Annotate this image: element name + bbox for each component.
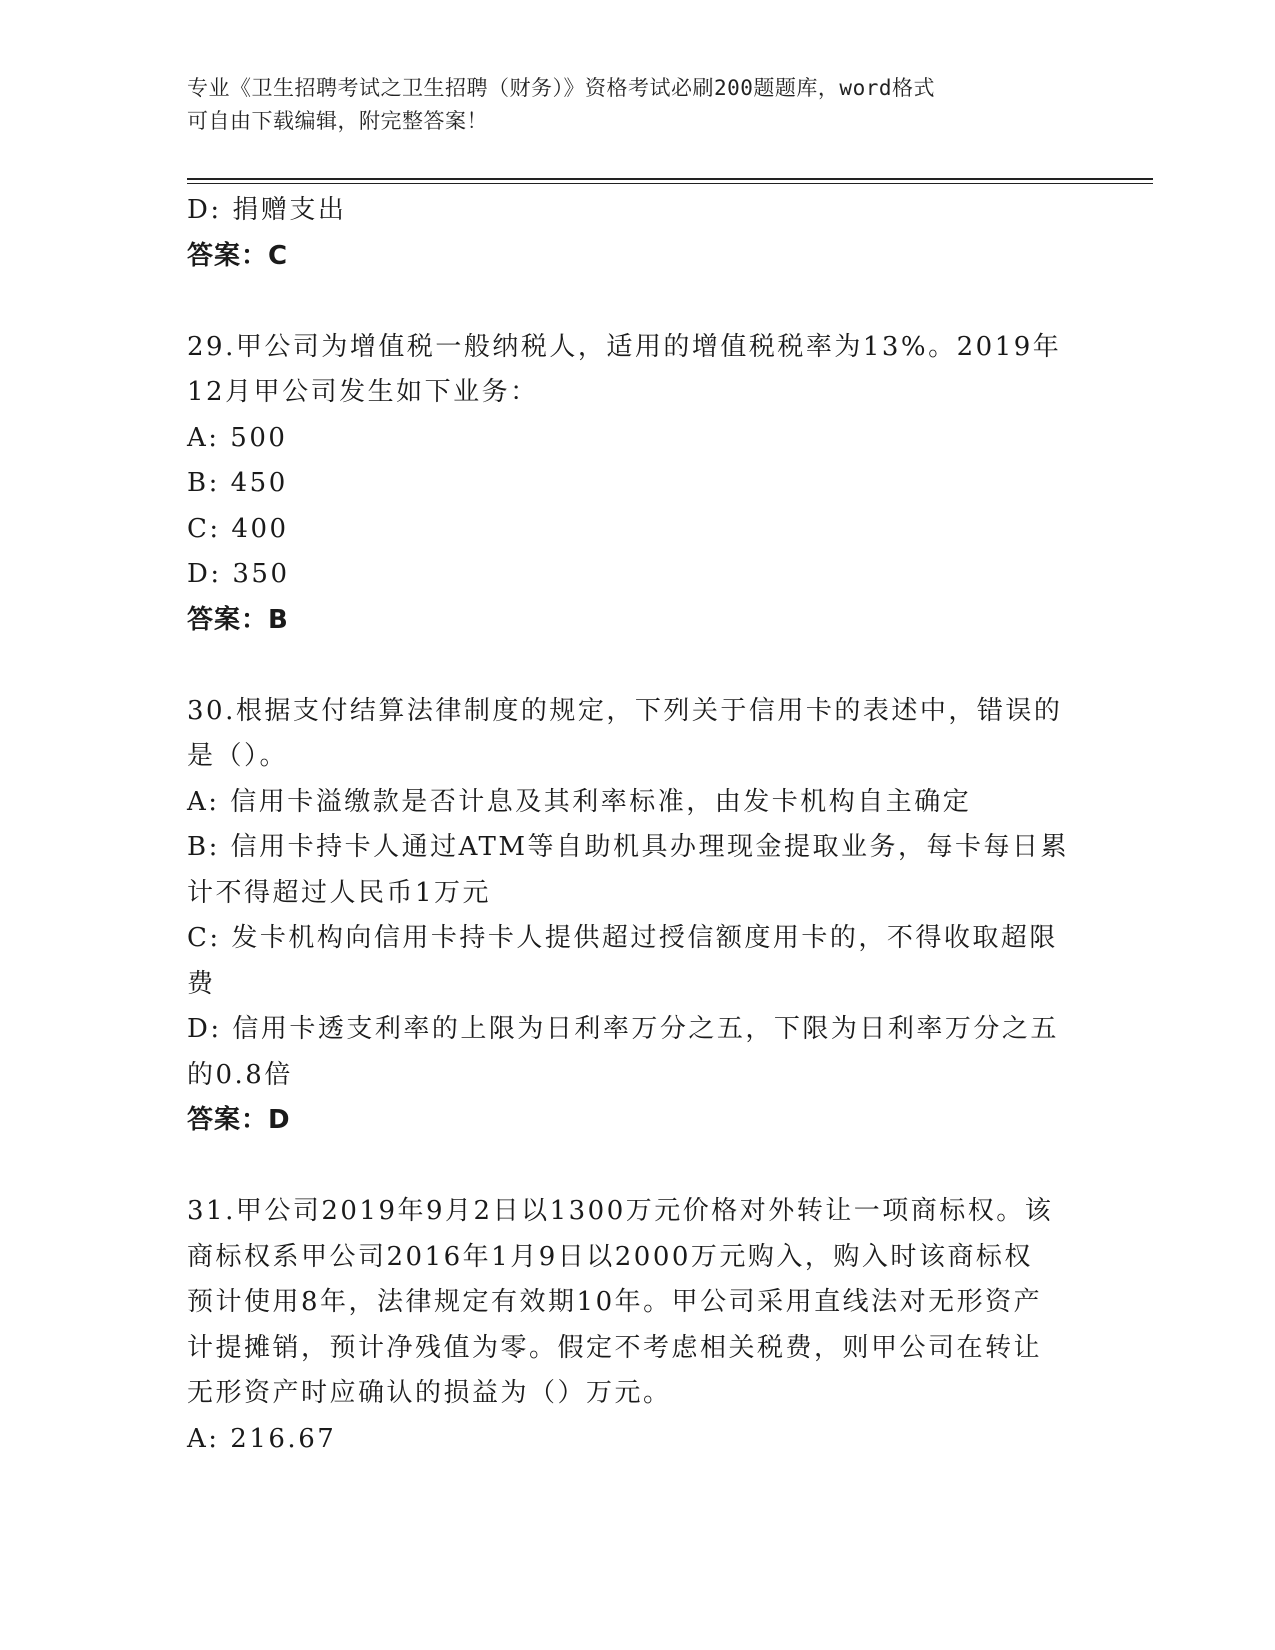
q31-stem-line-2: 商标权系甲公司2016年1月9日以2000万元购入，购入时该商标权 — [187, 1241, 1033, 1272]
q29-stem-line-2: 12月甲公司发生如下业务： — [187, 377, 539, 407]
q31-stem-line-5: 无形资产时应确认的损益为（）万元。 — [187, 1378, 672, 1408]
page-header — [187, 72, 1067, 138]
q31-stem-line-4: 计提摊销，预计净残值为零。假定不考虑相关税费，则甲公司在转让 — [187, 1332, 1043, 1363]
q30-option-a: A: 信用卡溢缴款是否计息及其利率标准，由发卡机构自主确定 — [187, 786, 972, 817]
q29-option-d: D: 350 — [187, 559, 290, 589]
q30-option-c-line-1: C: 发卡机构向信用卡持卡人提供超过授信额度用卡的，不得收取超限 — [187, 923, 1058, 953]
header-divider-thick — [187, 178, 1153, 180]
q30-option-d-line-1: D: 信用卡透支利率的上限为日利率万分之五，下限为日利率万分之五 — [187, 1014, 1059, 1044]
header-divider-thin — [187, 183, 1153, 184]
q31-option-a: A: 216.67 — [187, 1423, 337, 1454]
q31-stem-line-3: 预计使用8年，法律规定有效期10年。甲公司采用直线法对无形资产 — [187, 1287, 1043, 1317]
q30-answer: 答案：D — [187, 1105, 291, 1135]
question-30 — [187, 689, 1087, 1144]
header-title-line-1: 专业《卫生招聘考试之卫生招聘（财务）》资格考试必刷200题题库，word格式 — [187, 76, 935, 100]
q30-option-b-line-1: B: 信用卡持卡人通过ATM等自助机具办理现金提取业务，每卡每日累 — [187, 832, 1069, 862]
q29-option-b: B: 450 — [187, 468, 288, 498]
question-31 — [187, 1189, 1087, 1462]
spacer — [187, 643, 1087, 689]
question-29 — [187, 325, 1087, 644]
q29-option-c: C: 400 — [187, 513, 289, 544]
header-title-line-2: 可自由下载编辑，附完整答案！ — [187, 109, 488, 133]
spacer — [187, 1144, 1087, 1190]
q30-option-c-line-2: 费 — [187, 968, 216, 999]
q30-stem-line-2: 是（）。 — [187, 741, 289, 771]
question-28-tail — [187, 188, 1087, 279]
q30-option-d-line-2: 的0.8倍 — [187, 1059, 293, 1090]
q29-option-a: A: 500 — [187, 422, 288, 453]
q29-answer: 答案：B — [187, 604, 289, 635]
q30-stem-line-1: 30.根据支付结算法律制度的规定，下列关于信用卡的表述中，错误的 — [187, 695, 1063, 726]
q31-stem-line-1: 31.甲公司2019年9月2日以1300万元价格对外转让一项商标权。该 — [187, 1196, 1054, 1226]
spacer — [187, 279, 1087, 325]
q29-stem-line-1: 29.甲公司为增值税一般纳税人，适用的增值税税率为13%。2019年 — [187, 331, 1062, 362]
q30-option-b-line-2: 计不得超过人民币1万元 — [187, 877, 492, 908]
question-content — [187, 188, 1087, 1462]
q28-option-d: D: 捐赠支出 — [187, 195, 347, 225]
q28-answer: 答案：C — [187, 240, 289, 271]
